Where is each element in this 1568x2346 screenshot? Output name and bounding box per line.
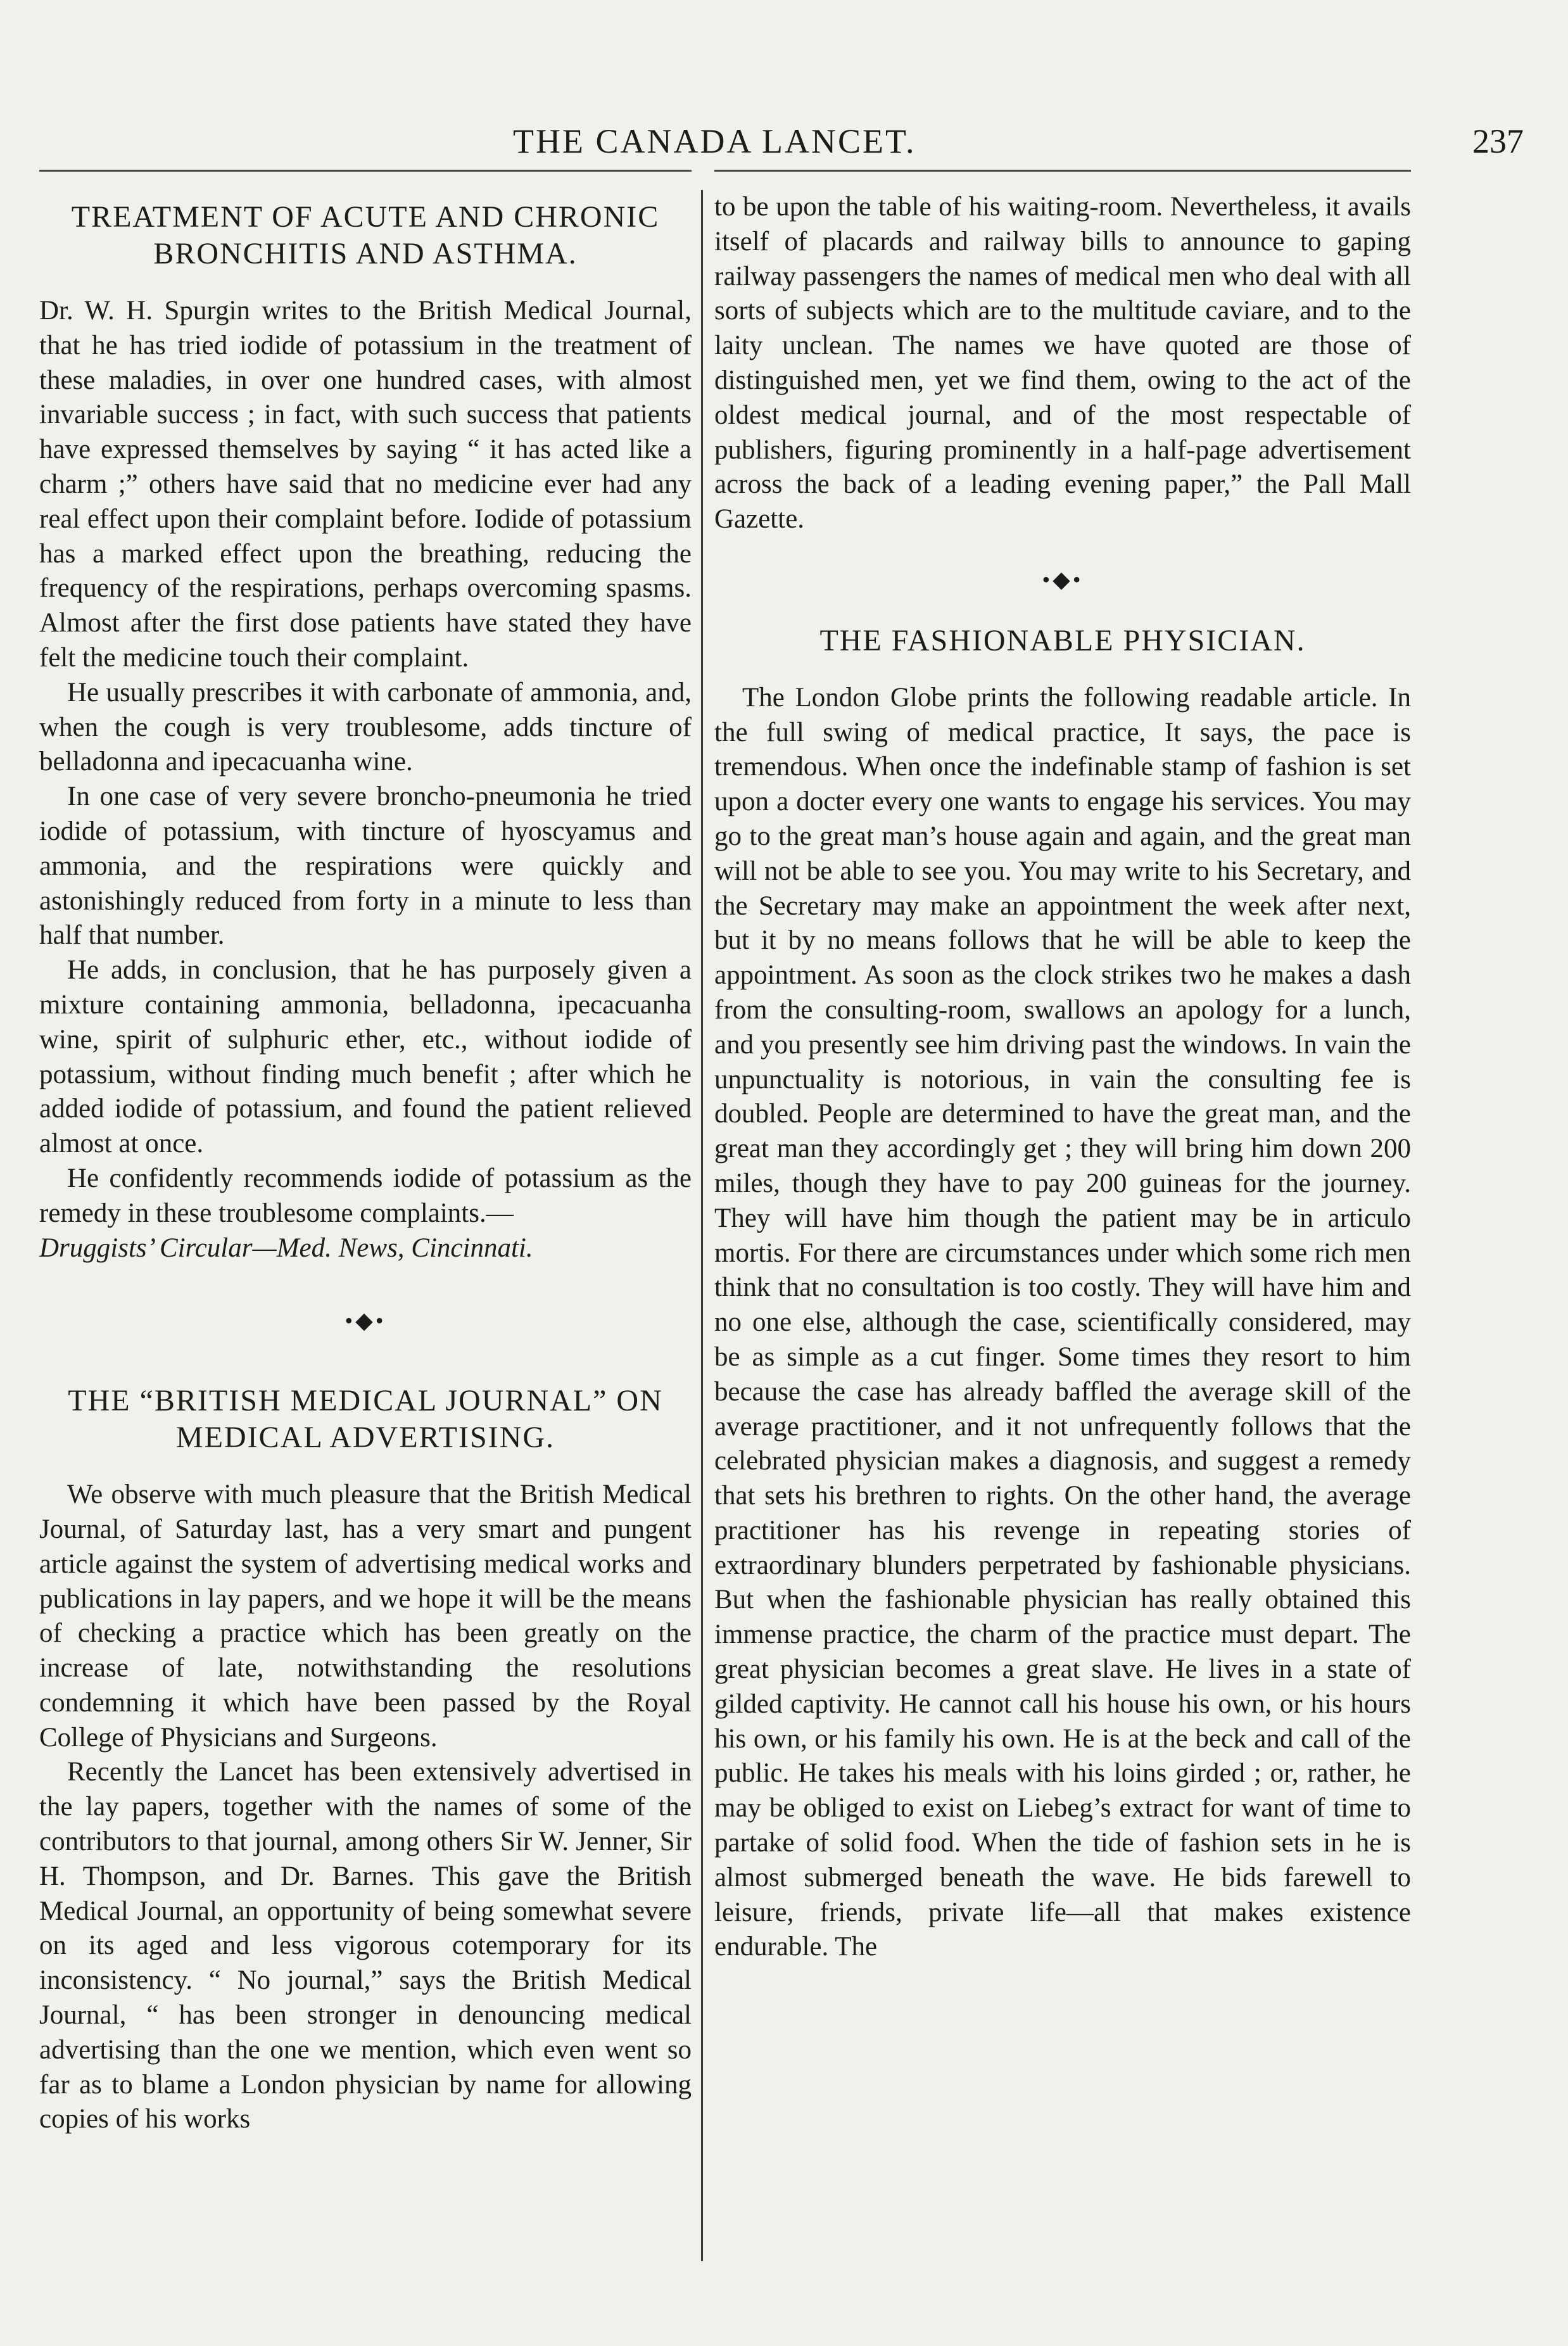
head-rule-left — [39, 170, 692, 172]
running-title: THE CANADA LANCET. — [513, 122, 916, 160]
paragraph: We observe with much pleasure that the British Medical Journal, of Saturday last, has a very smart and pungent article against the system of advertising medical works and publications in lay papers, and we hope it will be the means of checking a practice which has been greatly on the increase of late, notwithstanding the resolutions condemning it which have been passed by the Royal College of Physicians and Surgeons. — [39, 1480, 692, 1753]
paragraph: In one case of very severe broncho-pneumonia he tried iodide of potassium, with tincture of hyoscyamus and ammonia, and the respirations were quickly and astonishingly reduced from forty in a minute to less than half that number. — [39, 782, 692, 951]
article-title-bronchitis: TREATMENT OF ACUTE AND CHRONIC BRONCHITIS AND ASTHMA. — [71, 200, 660, 270]
running-head — [25, 122, 1524, 166]
article-title-fashionable-physician: THE FASHIONABLE PHYSICIAN. — [819, 623, 1306, 657]
article-title-medical-advertising: THE “BRITISH MEDICAL JOURNAL” ON MEDICAL ADVERTISING. — [68, 1384, 663, 1455]
paragraph: Dr. W. H. Spurgin writes to the British Medical Journal, that he has tried iodide of potassium in the treatment of these maladies, in over one hundred cases, with almost invariable success ; in fact, with such success that patients have expressed themselves by saying “ it has acted like a charm ;” others have said that no medicine ever had any real effect upon their complaint before. Iodide of potassium has a marked effect upon the breathing, reducing the frequency of the respirations, perhaps overcoming spasms. Almost after the first dose patients have stated they have felt the medicine touch their complaint. — [39, 296, 692, 673]
section-ornament: •◆• — [345, 1308, 386, 1334]
citation: Druggists’ Circular—Med. News, Cincinnati. — [39, 1233, 533, 1263]
paragraph: He usually prescribes it with carbonate of ammonia, and, when the cough is very troublesome, adds tincture of belladonna and ipecacuanha wine. — [39, 677, 692, 777]
page-number: 237 — [1472, 122, 1524, 160]
paragraph: Recently the Lancet has been extensively advertised in the lay papers, together with the names of some of the contributors to that journal, among others Sir W. Jenner, Sir H. Thompson, and Dr. Barnes. This gave the British Medical Journal, an opportunity of being somewhat severe on its aged and less vigorous cotemporary for its inconsistency. “ No journal,” says the British Medical Journal, “ has been stronger in denouncing medical advertising than the one we mention, which even went so far as to blame a London physician by name for allowing copies of his works — [39, 1757, 692, 2134]
paragraph: to be upon the table of his waiting-room. Nevertheless, it avails itself of placards and railway bills to announce to gaping railway passengers the names of medical men who deal with all sorts of subjects which are to the multitude caviare, and to the laity unclean. The names we have quoted are those of distinguished men, yet we find them, owing to the act of the oldest medical journal, and of the most respectable of publishers, figuring prominently in a half-page advertisement across the back of a leading evening paper,” the Pall Mall Gazette. — [714, 192, 1411, 535]
head-rule-right — [714, 170, 1411, 172]
paragraph: He confidently recommends iodide of potassium as the remedy in these troublesome complaints.— — [39, 1163, 692, 1228]
left-column — [39, 190, 692, 2137]
column-divider — [701, 190, 703, 2261]
paragraph: The London Globe prints the following readable article. In the full swing of medical practice, It says, the pace is tremendous. When once the indefinable stamp of fashion is set upon a docter every one wants to engage his services. You may go to the great man’s house again and again, and the great man will not be able to see you. You may write to his Secretary, and the Secretary may make an appointment the week after next, but it by no means follows that he will be able to keep the appointment. As soon as the clock strikes two he makes a dash from the consulting-room, swallows an apology for a lunch, and you presently see him driving past the windows. In vain the unpunctuality is notorious, in vain the consulting fee is doubled. People are determined to have the great man, and the great man they accordingly get ; they will bring him down 200 miles, though they have to pay 200 guineas for the journey. They will have him though the patient may be in articulo mortis. For there are circumstances under which some rich men think that no consultation is too costly. They will have him and no one else, although the case, scientifically considered, may be as simple as a cut finger. Some times they resort to him because the case has already baffled the average skill of the average practitioner, and it not unfrequently follows that the celebrated physician makes a diagnosis, and suggest a remedy that sets his brethren to rights. On the other hand, the average practitioner has his revenge in repeating stories of extraordinary blunders perpetrated by fashionable physicians. But when the fashionable physician has really obtained this immense practice, the charm of the practice must depart. The great physician becomes a great slave. He lives in a state of gilded captivity. He cannot call his house his own, or his hours his own, or his family his own. He is at the beck and call of the public. He takes his meals with his loins girded ; or, rather, he may be obliged to exist on Liebeg’s extract for want of time to partake of solid food. When the tide of fashion sets in he is almost submerged beneath the wave. He bids farewell to leisure, friends, private life—all that makes existence endurable. The — [714, 682, 1411, 1962]
right-column — [714, 190, 1411, 1965]
paragraph: He adds, in conclusion, that he has purposely given a mixture containing ammonia, belladonna, ipecacuanha wine, spirit of sulphuric ether, etc., without iodide of potassium, without finding much benefit ; after which he added iodide of potassium, and found the patient relieved almost at once. — [39, 955, 692, 1159]
section-ornament: •◆• — [1042, 566, 1084, 592]
